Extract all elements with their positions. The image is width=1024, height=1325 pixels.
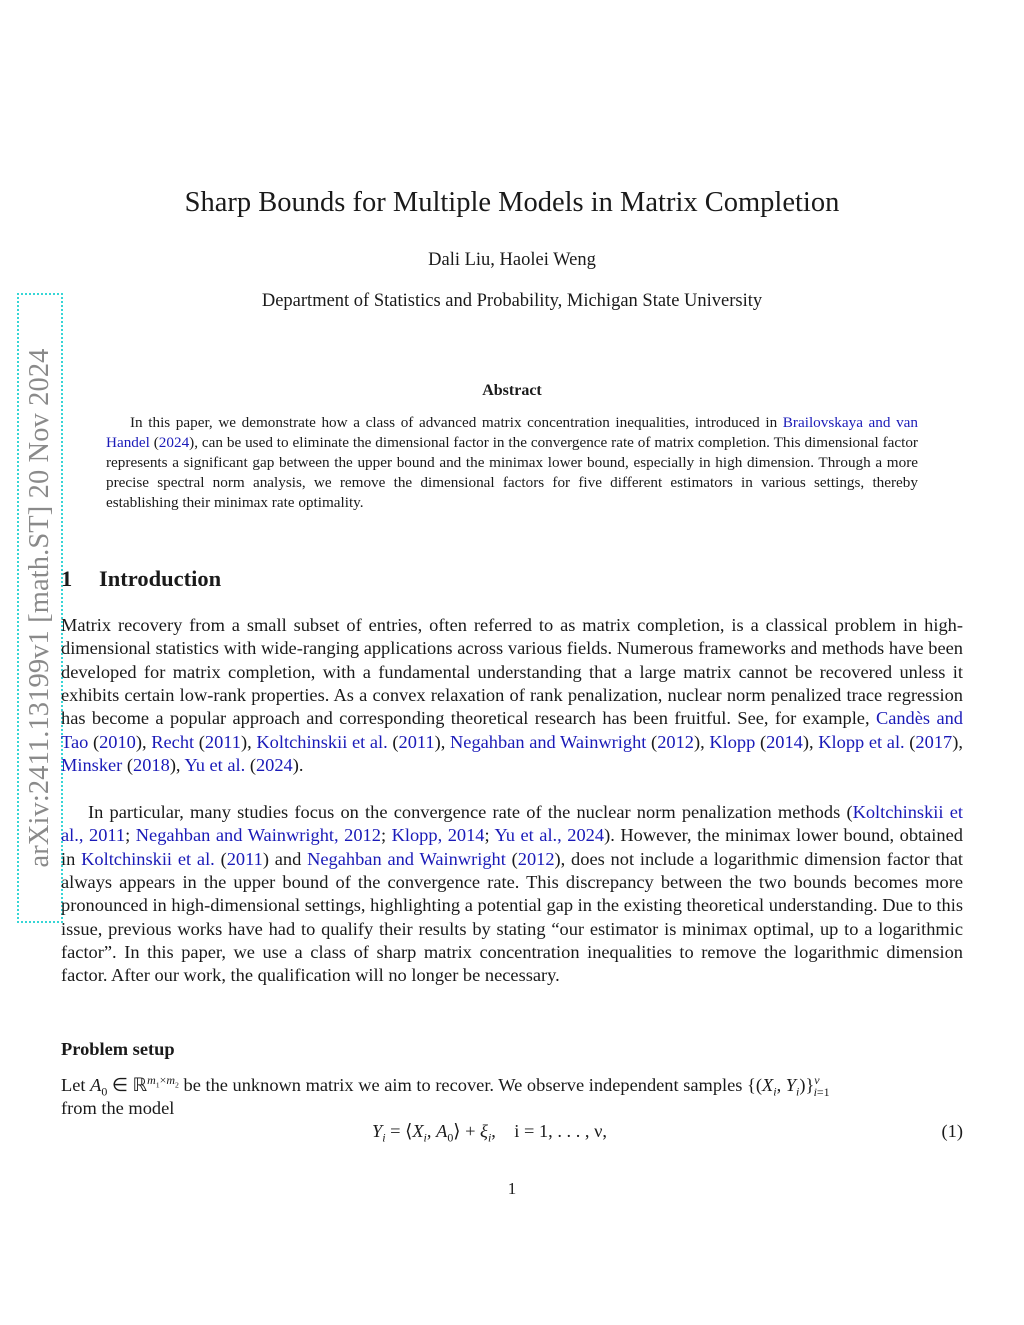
math-inline: {($X_i$, $Y_i)\}^\nu_{i=1}$ — [747, 1072, 830, 1099]
citation-link[interactable]: Koltchinskii et al. — [256, 731, 388, 752]
citation-link[interactable]: Koltchinskii et al., 2011 — [61, 802, 963, 846]
page-number: 1 — [507, 1179, 517, 1198]
citation-year-link[interactable]: 2011 — [204, 731, 242, 752]
citation-year-link[interactable]: 2024 — [158, 434, 190, 452]
citation-year-link[interactable]: 2012 — [657, 731, 694, 752]
citation-link[interactable]: Candès and Tao — [61, 708, 963, 752]
citation-year-link[interactable]: 2017 — [915, 731, 953, 752]
citation-year-link[interactable]: 2010 — [99, 731, 136, 752]
citation-link[interactable]: Klopp, 2014 — [391, 825, 485, 846]
citation-year-link[interactable]: 2024 — [255, 755, 293, 776]
equation-body: $Y_i$ = $⟨X_i$, $A_0⟩ + \xi_i$, i = 1, . . . , ν, — [372, 1121, 608, 1145]
author-list: Dali Liu, Haolei Weng — [428, 250, 596, 270]
citation-year-link[interactable]: 2018 — [133, 755, 170, 776]
citation-year-link[interactable]: 2011 — [226, 848, 263, 869]
citation-link[interactable]: Minsker — [61, 755, 123, 776]
section-number: 1 — [61, 566, 73, 591]
arxiv-stamp-text[interactable]: arXiv:2411.13199v1 [math.ST] 20 Nov 2024 — [24, 348, 55, 868]
section-heading-introduction — [61, 566, 221, 592]
paper-title: Sharp Bounds for Multiple Models in Matrix Completion — [184, 187, 840, 218]
citation-year-link[interactable]: 2011 — [398, 731, 435, 752]
abstract-heading: Abstract — [482, 382, 542, 399]
citation-year-link[interactable]: 2014 — [766, 731, 803, 752]
intro-paragraph-2: In particular, many studies focus on the convergence rate of the nuclear norm penalization methods (Koltchinskii et al., 2011; Negahban and Wainwright, 2012; Klopp, 2014; Yu et al., 2024). However, the minimax lower bound, obtained in Koltchinskii et al. (2011) and Negahban and Wainwright (2012), does not include a logarithmic dimension factor that always appears in the upper bound of the convergence rate. This discrepancy between the two bounds becomes more pronounced in high-dimensional settings, highlighting a potential gap in the existing theoretical understanding. Due to this issue, previous works have had to qualify their results by stating “our estimator is minimax optimal, up to a logarithmic factor”. In this paper, we use a class of sharp matrix concentration inequalities to remove the logarithmic dimension factor. After our work, the qualification will no longer be necessary. — [61, 802, 963, 986]
equation-1 — [0, 1121, 1024, 1145]
citation-link[interactable]: Yu et al., 2024 — [494, 825, 605, 846]
citation-link[interactable]: Negahban and Wainwright — [450, 731, 647, 752]
citation-link[interactable]: Koltchinskii et al. — [81, 848, 215, 869]
problem-setup-paragraph: Let $A_0$ ∈ ℝ$^{m_1\times m_2}$ be the unknown matrix we aim to recover. We observe independent samples {($X_i$, $Y_i)\}^\nu_{i=1}$ from the model — [61, 1072, 830, 1119]
citation-link[interactable]: Negahban and Wainwright, 2012 — [135, 825, 381, 846]
citation-link[interactable]: Klopp — [709, 731, 756, 752]
intro-paragraph-1: Matrix recovery from a small subset of entries, often referred to as matrix completion, is a classical problem in high-dimensional statistics with wide-ranging applications across various fields. Numerous frameworks and methods have been developed for matrix completion, with a fundamental understanding that a large matrix cannot be recovered unless it exhibits certain low-rank properties. As a convex relaxation of rank penalization, nuclear norm penalized trace regression has become a popular approach and corresponding theoretical research has been fruitful. See, for example, Candès and Tao (2010), Recht (2011), Koltchinskii et al. (2011), Negahban and Wainwright (2012), Klopp (2014), Klopp et al. (2017), Minsker (2018), Yu et al. (2024). — [61, 615, 963, 776]
citation-link[interactable]: Recht — [151, 731, 195, 752]
citation-link[interactable]: Yu et al. — [184, 755, 246, 776]
subsection-heading-problem-setup: Problem setup — [61, 1039, 175, 1059]
citation-link[interactable]: Brailovskaya and van Handel — [106, 414, 918, 452]
affiliation: Department of Statistics and Probability, Michigan State University — [261, 291, 763, 311]
abstract-text: In this paper, we demonstrate how a class of advanced matrix concentration inequalities, introduced in Brailovskaya and van Handel (2024), can be used to eliminate the dimensional factor in the convergence rate of matrix completion. This dimensional factor represents a significant gap between the upper bound and the minimax lower bound, especially in high dimension. Through a more precise spectral norm analysis, we remove the dimensional factors for five different estimators in various settings, thereby establishing their minimax rate optimality. — [106, 414, 918, 512]
section-title: Introduction — [99, 566, 222, 591]
citation-link[interactable]: Negahban and Wainwright — [307, 848, 506, 869]
math-inline: $A_0$ ∈ ℝ$^{m_1\times m_2}$ — [90, 1072, 179, 1099]
citation-link[interactable]: Klopp et al. — [818, 731, 905, 752]
citation-year-link[interactable]: 2012 — [517, 848, 555, 869]
equation-number: (1) — [941, 1121, 963, 1141]
